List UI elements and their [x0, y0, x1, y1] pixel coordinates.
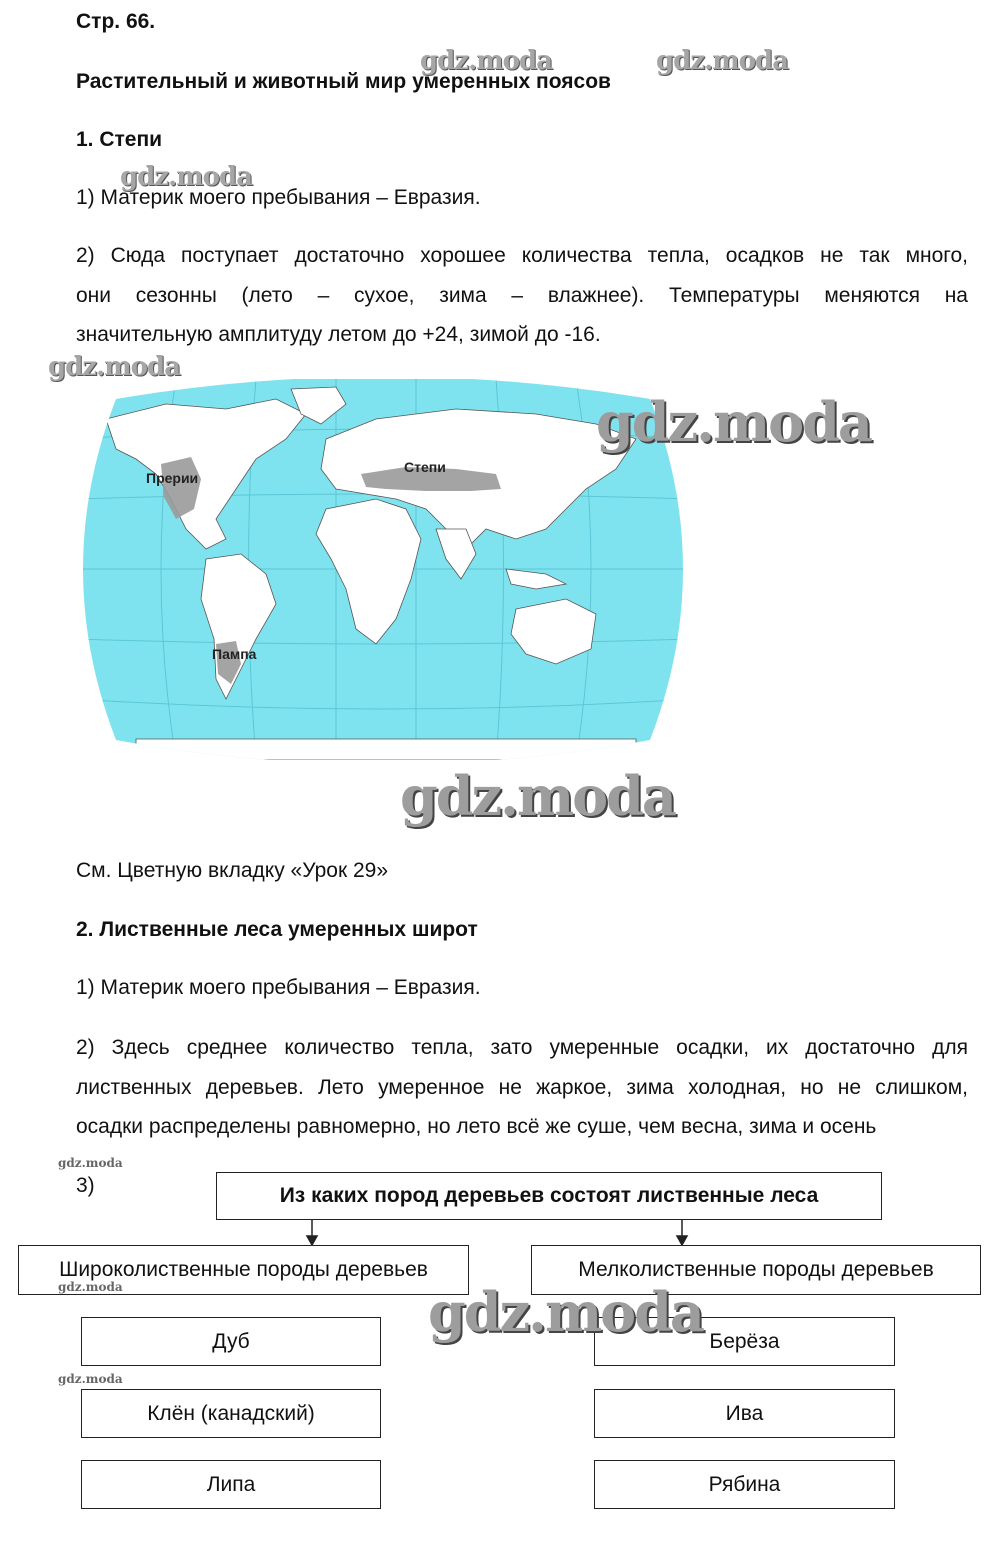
map-label-pampa: Пампа: [212, 646, 257, 662]
smallleaf-item: Рябина: [594, 1460, 895, 1509]
section-1-heading: 1. Степи: [76, 128, 163, 151]
broadleaf-item: Клён (канадский): [81, 1389, 381, 1438]
section-1-paragraph-1: 1) Материк моего пребывания – Евразия.: [76, 186, 481, 209]
watermark: gdz.moda: [420, 46, 553, 76]
map-label-steppe: Степи: [404, 459, 446, 475]
watermark: gdz.moda: [656, 46, 789, 76]
watermark: gdz.moda: [428, 1280, 703, 1344]
section-2-item-3: 3): [76, 1174, 95, 1197]
watermark: gdz.moda: [48, 352, 181, 382]
broadleaf-title-box: Широколиственные породы деревьев: [18, 1245, 469, 1295]
color-insert-note: См. Цветную вкладку «Урок 29»: [76, 859, 389, 882]
watermark: gdz.moda: [400, 764, 675, 828]
broadleaf-item: Липа: [81, 1460, 381, 1509]
map-label-prairie: Прерии: [146, 470, 199, 486]
broadleaf-item: Дуб: [81, 1317, 381, 1366]
paragraph-line: значительную амплитуду летом до +24, зимой до -16.: [76, 323, 601, 346]
paragraph-line: лиственных деревьев. Лето умеренное не жаркое, зима холодная, но не слишком,: [76, 1075, 968, 1099]
page-number: Стр. 66.: [76, 10, 156, 33]
page-title: Растительный и животный мир умеренных поясов: [76, 70, 611, 93]
paragraph-line: 2) Здесь среднее количество тепла, зато умеренные осадки, их достаточно для: [76, 1036, 968, 1059]
paragraph-line: они сезонны (лето – сухое, зима – влажнее). Температуры меняются на: [76, 283, 968, 307]
watermark: gdz.moda: [120, 162, 253, 192]
smallleaf-item: Ива: [594, 1389, 895, 1438]
watermark: gdz.moda: [596, 390, 871, 454]
watermark: gdz.moda: [58, 1280, 123, 1294]
watermark: gdz.moda: [58, 1156, 123, 1170]
diagram-root-box: Из каких пород деревьев состоят лиственные леса: [216, 1172, 882, 1220]
section-2-heading: 2. Лиственные леса умеренных широт: [76, 918, 478, 941]
paragraph-line: 2) Сюда поступает достаточно хорошее количества тепла, осадков не так много,: [76, 244, 968, 267]
paragraph-line: осадки распределены равномерно, но лето всё же суше, чем весна, зима и осень: [76, 1115, 877, 1138]
watermark: gdz.moda: [58, 1372, 123, 1386]
section-2-paragraph-1: 1) Материк моего пребывания – Евразия.: [76, 976, 481, 999]
smallleaf-item: Берёза: [594, 1317, 895, 1366]
smallleaf-title-box: Мелколиственные породы деревьев: [531, 1245, 981, 1295]
